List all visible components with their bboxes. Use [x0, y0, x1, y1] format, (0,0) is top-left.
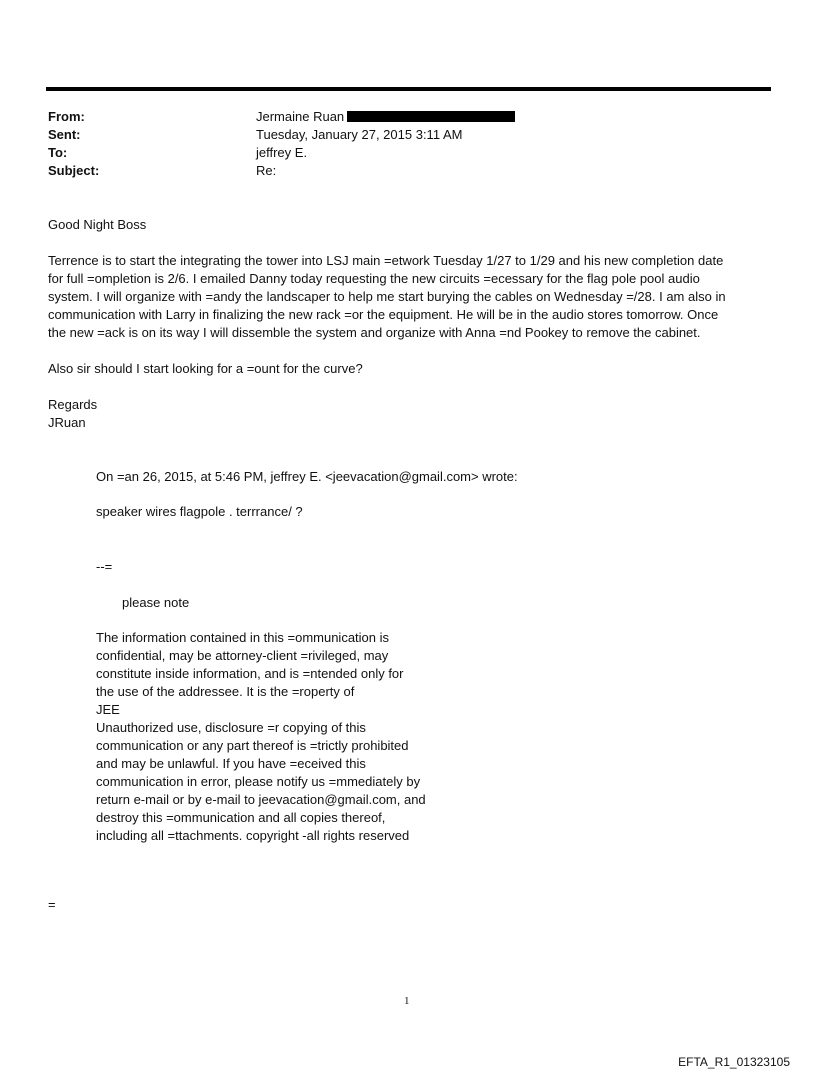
disclaimer-line: and may be unlawful. If you have =eceived this — [96, 756, 366, 771]
quote-attribution: On =an 26, 2015, at 5:46 PM, jeffrey E. <jeevacation@gmail.com> wrote: — [96, 469, 518, 484]
subject-value: Re: — [256, 163, 277, 178]
bates-number: EFTA_R1_01323105 — [678, 1055, 790, 1069]
signature-separator: --= — [96, 559, 113, 574]
disclaimer-line: destroy this =ommunication and all copies thereof, — [96, 810, 386, 825]
disclaimer-line: The information contained in this =ommunication is — [96, 630, 390, 645]
paragraph-line: the new =ack is on its way I will dissemble the system and organize with Anna =nd Pookey to remove the cabinet. — [48, 325, 701, 340]
disclaimer-line: constitute inside information, and is =ntended only for — [96, 666, 404, 681]
disclaimer-line: communication or any part thereof is =trictly prohibited — [96, 738, 409, 753]
sent-label: Sent: — [48, 127, 81, 142]
sender-name: Jermaine Ruan — [256, 109, 345, 124]
closing: Regards — [48, 397, 98, 412]
sent-value: Tuesday, January 27, 2015 3:11 AM — [256, 127, 463, 142]
quoted-message: speaker wires flagpole . terrrance/ ? — [96, 504, 303, 519]
disclaimer-line: Unauthorized use, disclosure =r copying of this — [96, 720, 366, 735]
signature: JRuan — [48, 415, 86, 430]
page-number: 1 — [404, 995, 410, 1007]
from-value — [256, 108, 515, 126]
header-divider — [46, 87, 771, 91]
note-heading: please note — [122, 595, 190, 610]
paragraph-line: Terrence is to start the integrating the tower into LSJ main =etwork Tuesday 1/27 to 1/29 and his new completion date — [48, 253, 724, 268]
trailing-equals: = — [48, 897, 56, 912]
disclaimer-line: the use of the addressee. It is the =roperty of — [96, 684, 355, 699]
disclaimer-line: communication in error, please notify us =mmediately by — [96, 774, 421, 789]
disclaimer-line: return e-mail or by e-mail to jeevacation@gmail.com, and — [96, 792, 426, 807]
to-label: To: — [48, 145, 68, 160]
subject-label: Subject: — [48, 163, 100, 178]
paragraph-line: for full =ompletion is 2/6. I emailed Danny today requesting the new circuits =ecessary for the flag pole pool audio — [48, 271, 700, 286]
from-label: From: — [48, 109, 85, 124]
disclaimer-line: confidential, may be attorney-client =rivileged, may — [96, 648, 389, 663]
disclaimer-line: JEE — [96, 702, 120, 717]
confidentiality-disclaimer — [96, 629, 456, 845]
message-paragraph — [48, 252, 763, 342]
to-value: jeffrey E. — [256, 145, 308, 160]
disclaimer-line: including all =ttachments. copyright -all rights reserved — [96, 828, 410, 843]
paragraph-line: communication with Larry in finalizing the new rack =or the equipment. He will be in the audio stores tomorrow. Once — [48, 307, 719, 322]
paragraph-line: system. I will organize with =andy the landscaper to help me start burying the cables on Wednesday =/28. I am also in — [48, 289, 726, 304]
redaction-bar — [347, 111, 515, 122]
question-line: Also sir should I start looking for a =ount for the curve? — [48, 361, 363, 376]
greeting: Good Night Boss — [48, 217, 147, 232]
